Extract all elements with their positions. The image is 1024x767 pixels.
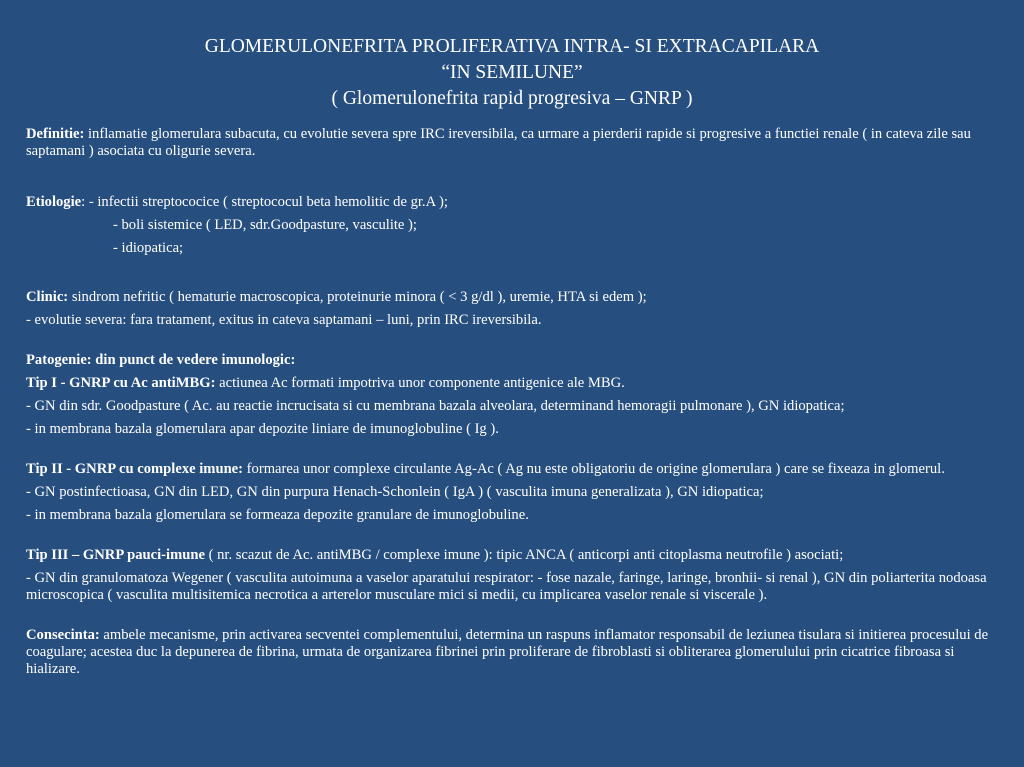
title-line-1: GLOMERULONEFRITA PROLIFERATIVA INTRA- SI EXTRACAPILARA (204, 36, 820, 57)
clinic-label: Clinic: (26, 289, 69, 305)
clinic-line-1 (26, 289, 996, 306)
etiologie-label: Etiologie (26, 194, 82, 210)
consecinta-paragraph (26, 627, 996, 678)
tip1-label: Tip I - GNRP cu Ac antiMBG: (26, 375, 216, 391)
tip1-text: actiunea Ac formati impotriva unor componente antigenice ale MBG. (215, 375, 625, 391)
clinic-line-2: - evolutie severa: fara tratament, exitus in cateva saptamani – luni, prin IRC ireversibila. (26, 312, 542, 328)
tip3-line-1 (26, 547, 996, 564)
slide-body (26, 126, 996, 678)
tip2-line-2: - GN postinfectioasa, GN din LED, GN din purpura Henach-Schonlein ( IgA ) ( vasculita imuna generalizata ), GN idiopatica; (26, 484, 764, 500)
tip3-text: ( nr. scazut de Ac. antiMBG / complexe imune ): tipic ANCA ( anticorpi anti citoplasma neutrofile ) asociati; (204, 547, 844, 563)
tip1-line-3: - in membrana bazala glomerulara apar depozite liniare de imunoglobuline ( Ig ). (26, 421, 499, 437)
tip1-line-2: - GN din sdr. Goodpasture ( Ac. au reactie incrucisata si cu membrana bazala alveolara, determinand hemoragii pulmonare ), GN idiopatica; (26, 398, 845, 414)
etiologie-item-2: - boli sistemice ( LED, sdr.Goodpasture, vasculite ); (113, 217, 417, 233)
definitie-text: inflamatie glomerulara subacuta, cu evolutie severa spre IRC ireversibila, ca urmare a pierderii rapide si progresive a functiei renale ( in cateva zile sau saptamani ) asociata cu oligurie severa. (26, 126, 971, 159)
tip3-label: Tip III – GNRP pauci-imune (26, 547, 205, 563)
etiologie-item-1: : - infectii streptococice ( streptococul beta hemolitic de gr.A ); (81, 194, 448, 210)
tip1-line-1 (26, 375, 996, 392)
definitie-label: Definitie: (26, 126, 85, 142)
patogenie-heading (26, 352, 996, 369)
tip2-label: Tip II - GNRP cu complexe imune: (26, 461, 244, 477)
etiologie-item-3: - idiopatica; (113, 240, 184, 256)
slide-title (0, 34, 1024, 112)
title-line-3: ( Glomerulonefrita rapid progresiva – GNRP ) (331, 88, 693, 109)
patogenie-heading-text: Patogenie: din punct de vedere imunologic: (26, 352, 296, 368)
consecinta-text: ambele mecanisme, prin activarea secventei complementului, determina un raspuns inflamator responsabil de leziunea tisulara si initierea procesului de coagulare; acestea duc la depunerea de fibrina, urmata de organizarea fibrinei prin proliferare de fibroblasti si obliterarea glomerulului prin cicatrice fibroasa si hializare. (26, 627, 989, 677)
tip2-line-3: - in membrana bazala glomerulara se formeaza depozite granulare de imunoglobuline. (26, 507, 529, 523)
consecinta-label: Consecinta: (26, 627, 100, 643)
title-line-2: “IN SEMILUNE” (441, 62, 583, 83)
tip2-text: formarea unor complexe circulante Ag-Ac ( Ag nu este obligatoriu de origine glomerulara ) care se fixeaza in glomerul. (243, 461, 945, 477)
tip3-line-2: - GN din granulomatoza Wegener ( vasculita autoimuna a vaselor aparatului respirator: - fose nazale, faringe, laringe, bronhii- si renal ), GN din poliarterita nodoasa microscopica ( vasculita multisitemica necrotica a arterelor musculare mici si medii, cu implicarea vaselor renale si viscerale ). (26, 570, 987, 603)
definitie-paragraph (26, 126, 996, 160)
clinic-text: sindrom nefritic ( hematurie macroscopica, proteinurie minora ( < 3 g/dl ), uremie, HTA si edem ); (68, 289, 647, 305)
tip2-line-1 (26, 461, 996, 478)
etiologie-line-1 (26, 194, 996, 211)
